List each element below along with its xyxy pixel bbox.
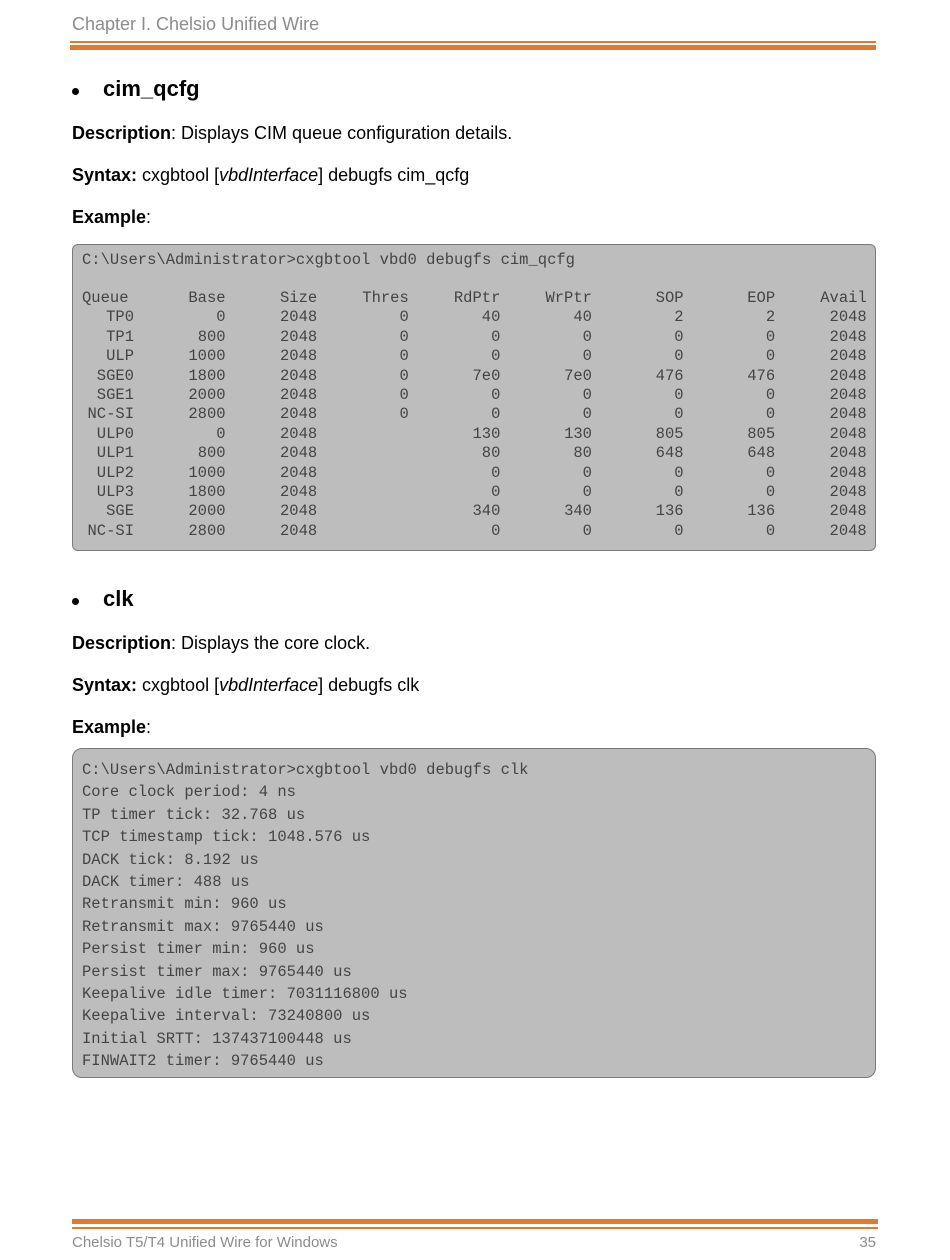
queue-table [82,289,867,541]
table-cell: 476 [747,366,776,385]
table-cell: SGE [106,502,134,521]
table-cell: 0 [491,386,501,405]
table-cell: 0 [765,327,776,346]
column-header: WrPtr [545,289,592,307]
table-cell: 0 [765,521,776,540]
table-cell: 0 [765,386,776,405]
syntax-pre: cxgbtool [ [137,675,220,695]
table-cell: 648 [747,444,776,463]
example-colon: : [146,717,152,737]
output-line: TCP timestamp tick: 1048.576 us [82,828,371,847]
table-cell: 0 [491,521,501,540]
table-cell: 0 [765,463,776,482]
table-cell: 2048 [279,424,318,443]
table-cell: NC-SI [87,521,134,540]
table-cell: 2000 [188,386,226,405]
output-line: Keepalive interval: 73240800 us [82,1007,371,1026]
table-cell: 7e0 [472,366,501,385]
table-cell: 0 [491,463,501,482]
table-cell: 80 [481,444,501,463]
table-cell [317,444,409,463]
table-cell: 0 [399,347,409,366]
table-cell: 2048 [279,483,318,502]
table-cell: 130 [472,424,501,443]
table-cell: 0 [582,521,592,540]
table-cell [317,502,409,521]
table-cell: TP0 [106,308,134,327]
footer-rule-thick [72,1219,878,1224]
table-cell: 2048 [829,424,867,443]
table-cell: 340 [472,502,501,521]
table-row [82,425,867,444]
table-row [82,308,867,327]
column-header: SOP [655,289,684,307]
table-cell: 2048 [829,308,867,327]
footer-rule-thin [72,1227,878,1229]
output-line: DACK timer: 488 us [82,872,250,891]
output-line: Persist timer min: 960 us [82,940,315,959]
table-cell: NC-SI [87,405,134,424]
table-cell: 0 [216,308,226,327]
section-heading-text: cim_qcfg [103,76,200,101]
syntax-post: ] debugfs clk [318,675,420,695]
table-cell: SGE1 [96,386,134,405]
table-cell: 2048 [279,463,318,482]
table-row [82,367,867,386]
table-cell: 2048 [829,483,867,502]
table-cell: 0 [674,327,684,346]
header-rule-thin [70,41,876,43]
table-cell: 0 [765,483,776,502]
table-row [82,522,867,541]
table-cell: 130 [564,424,592,443]
table-cell: 0 [674,483,684,502]
table-cell [317,483,409,502]
table-cell: 2800 [188,405,226,424]
description-line [72,123,512,144]
code-block-clk [72,748,876,1078]
table-cell: 805 [747,424,776,443]
table-cell: 0 [674,386,684,405]
column-header: Avail [820,289,867,307]
header-rule-thick [70,45,876,50]
section-heading-text: clk [103,586,134,611]
table-cell: 0 [491,327,501,346]
page-number: 35 [859,1234,876,1251]
table-cell: 2048 [279,444,318,463]
description-label: Description [72,633,172,653]
output-line: Initial SRTT: 137437100448 us [82,1029,352,1048]
output-line: FINWAIT2 timer: 9765440 us [82,1052,324,1071]
output-line: Persist timer max: 9765440 us [82,962,352,981]
description-line [72,633,370,654]
table-cell: 0 [582,327,592,346]
table-cell: 0 [491,483,501,502]
table-cell [317,464,409,483]
table-cell: 0 [399,327,409,346]
table-cell: 0 [582,347,592,366]
table-cell: 2048 [279,366,318,385]
table-cell: 2048 [279,347,318,366]
table-cell: 800 [197,327,226,346]
table-cell: 2 [674,308,684,327]
syntax-line [72,165,469,186]
description-label: Description [72,123,172,143]
table-cell: ULP2 [96,463,134,482]
command-line: C:\Users\Administrator>cxgbtool vbd0 debugfs cim_qcfg [82,251,575,269]
output-line: Keepalive idle timer: 7031116800 us [82,984,408,1003]
table-cell: 2048 [829,366,867,385]
table-cell: ULP3 [96,483,134,502]
table-row [82,502,867,521]
table-cell: 0 [399,405,409,424]
table-cell: 1000 [188,347,226,366]
table-row [82,464,867,483]
table-cell: 1800 [188,366,226,385]
output-line: Retransmit max: 9765440 us [82,917,324,936]
output-line: Core clock period: 4 ns [82,783,296,802]
table-cell: ULP1 [96,444,134,463]
table-cell [317,522,409,541]
output-line: C:\Users\Administrator>cxgbtool vbd0 debugfs clk [82,761,529,779]
table-cell: 1000 [188,463,226,482]
table-cell: 648 [655,444,684,463]
table-cell: 0 [674,405,684,424]
table-cell: 2048 [279,521,318,540]
table-cell: 0 [765,405,776,424]
table-cell: SGE0 [96,366,134,385]
table-cell: 0 [399,308,409,327]
section-heading-clk [72,586,134,612]
table-row [82,386,867,405]
syntax-pre: cxgbtool [ [137,165,220,185]
footer-title: Chelsio T5/T4 Unified Wire for Windows [72,1234,338,1251]
table-cell: 2048 [279,327,318,346]
table-cell: 2048 [829,521,867,540]
table-cell: 136 [655,502,684,521]
table-cell: 2048 [829,463,867,482]
table-cell: 0 [765,347,776,366]
table-cell: 0 [399,366,409,385]
table-cell [317,425,409,444]
table-row [82,405,867,424]
table-cell: 40 [481,308,501,327]
table-cell: 1800 [188,483,226,502]
table-cell: 800 [197,444,226,463]
example-label: Example [72,207,147,227]
table-cell: 0 [674,347,684,366]
syntax-line [72,675,419,696]
table-cell: 80 [573,444,592,463]
table-cell: 0 [582,386,592,405]
example-line [72,717,151,738]
table-cell: 2048 [829,502,867,521]
table-cell: 2048 [279,386,318,405]
table-row [82,347,867,366]
table-cell: TP1 [106,327,134,346]
table-row [82,444,867,463]
table-body [82,308,867,541]
column-header: Base [188,289,226,307]
output-line: DACK tick: 8.192 us [82,850,259,869]
table-cell: ULP0 [96,424,134,443]
syntax-label: Syntax: [72,675,138,695]
table-cell: 0 [674,463,684,482]
description-text: : Displays CIM queue configuration details. [171,123,513,143]
table-cell: 340 [564,502,592,521]
table-cell: 0 [491,347,501,366]
column-header: Size [279,289,318,307]
example-colon: : [146,207,152,227]
table-cell: 2800 [188,521,226,540]
table-cell: 2048 [279,308,318,327]
table-cell: 136 [747,502,776,521]
clk-output [82,759,528,1072]
table-cell: 805 [655,424,684,443]
table-cell: 2048 [829,444,867,463]
example-label: Example [72,717,147,737]
table-row [82,328,867,347]
table-cell: 0 [491,405,501,424]
column-header: EOP [747,289,776,307]
description-text: : Displays the core clock. [171,633,371,653]
chapter-header: Chapter I. Chelsio Unified Wire [72,14,320,34]
table-row [82,483,867,502]
syntax-post: ] debugfs cim_qcfg [318,165,470,185]
table-header-row [82,289,867,308]
table-cell: 40 [573,308,592,327]
table-cell: 2000 [188,502,226,521]
syntax-label: Syntax: [72,165,138,185]
column-header: RdPtr [453,289,501,307]
table-cell: 2048 [829,327,867,346]
table-cell: 2048 [829,405,867,424]
column-header: Thres [362,289,409,307]
table-cell: 2048 [279,502,318,521]
table-cell: 2048 [279,405,318,424]
table-cell: 7e0 [564,366,592,385]
table-cell: 0 [582,463,592,482]
bullet-icon [72,598,79,605]
table-cell: 0 [674,521,684,540]
table-cell: 2048 [829,386,867,405]
table-cell: 0 [582,405,592,424]
table-cell: 2 [765,308,776,327]
table-cell: 0 [216,424,226,443]
syntax-italic: vbdInterface [219,165,319,185]
output-line: Retransmit min: 960 us [82,895,287,914]
example-line [72,207,151,228]
table-cell: 0 [399,386,409,405]
output-line: TP timer tick: 32.768 us [82,805,306,824]
code-block-cim-qcfg [72,244,876,551]
table-cell: 476 [655,366,684,385]
table-cell: ULP [106,347,134,366]
syntax-italic: vbdInterface [219,675,319,695]
column-header: Queue [82,289,129,307]
table-cell: 0 [582,483,592,502]
table-cell: 2048 [829,347,867,366]
bullet-icon [72,88,79,95]
section-heading-cim-qcfg [72,76,200,102]
